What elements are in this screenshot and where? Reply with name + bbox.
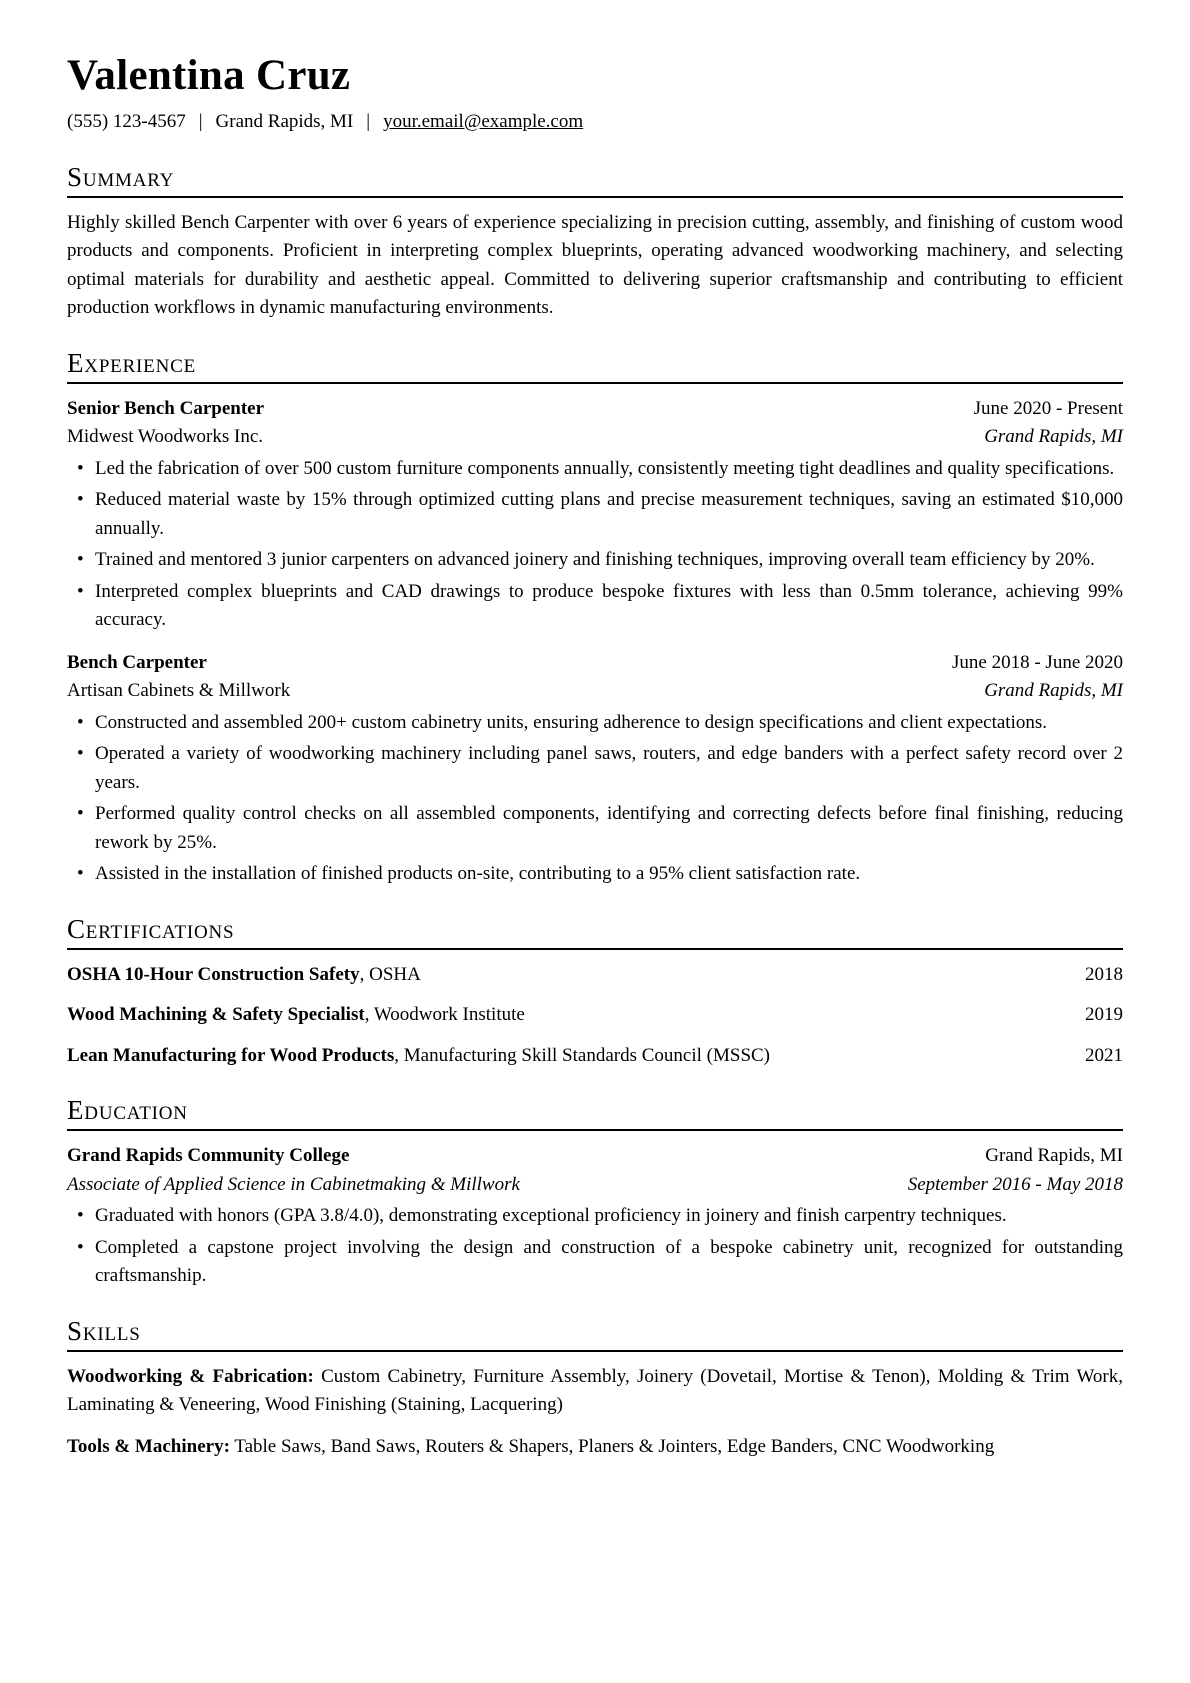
certifications-section — [67, 914, 1123, 1071]
certification-name-line — [67, 1042, 770, 1071]
bullet-text: Completed a capstone project involving the design and construction of a bespoke cabinetry unit, recognized for outstanding craftsmanship. — [95, 1236, 1123, 1287]
job-dates: June 2020 - Present — [973, 397, 1123, 419]
certification-year: 2019 — [1085, 1004, 1123, 1026]
education-section — [67, 1095, 1123, 1291]
certification-name: Lean Manufacturing for Wood Products — [67, 1044, 395, 1066]
school-name-row — [67, 1142, 1123, 1171]
certification-issuer: , Manufacturing Skill Standards Council (MSSC) — [394, 1044, 771, 1066]
certification-year: 2021 — [1085, 1044, 1123, 1066]
bullet-text: Graduated with honors (GPA 3.8/4.0), demonstrating exceptional proficiency in joinery and finish carpentry techniques. — [95, 1205, 1007, 1227]
section-title-education: Education — [67, 1095, 1123, 1131]
bullet-icon: • — [77, 457, 84, 479]
bullet-icon: • — [77, 549, 84, 571]
summary-section — [67, 162, 1123, 323]
section-title-experience: Experience — [67, 348, 1123, 384]
certification-issuer: , OSHA — [359, 963, 421, 985]
list-item — [67, 860, 1123, 889]
bullet-icon: • — [77, 580, 84, 602]
section-title-skills: Skills — [67, 1316, 1123, 1352]
skill-group-label: Tools & Machinery: — [67, 1435, 230, 1457]
skill-group-text: Custom Cabinetry, Furniture Assembly, Joinery (Dovetail, Mortise & Tenon), Molding & Trim Work, Laminating & Veneering, Wood Finishing (Staining, Lacquering) — [67, 1365, 1123, 1416]
certification-name-line — [67, 1001, 525, 1030]
list-item — [67, 740, 1123, 797]
list-item — [67, 578, 1123, 635]
bullet-text: Constructed and assembled 200+ custom cabinetry units, ensuring adherence to design specifications and client expectations. — [95, 711, 1048, 733]
separator-bar: | — [366, 111, 371, 133]
school-dates: September 2016 - May 2018 — [907, 1173, 1123, 1195]
list-item — [67, 1234, 1123, 1291]
bullet-icon: • — [77, 743, 84, 765]
job-title-row — [67, 395, 1123, 424]
bullet-icon: • — [77, 863, 84, 885]
job-location: Grand Rapids, MI — [984, 680, 1123, 702]
section-title-summary: Summary — [67, 162, 1123, 198]
certification-row — [67, 1001, 1123, 1030]
separator-bar: | — [198, 111, 203, 133]
bullet-text: Assisted in the installation of finished products on-site, contributing to a 95% client satisfaction rate. — [95, 863, 861, 885]
job-bullet-list — [67, 455, 1123, 635]
school-location: Grand Rapids, MI — [985, 1145, 1123, 1167]
job-title: Senior Bench Carpenter — [67, 397, 265, 419]
location-text: Grand Rapids, MI — [215, 111, 354, 133]
list-item — [67, 709, 1123, 738]
email-link[interactable]: your.email@example.com — [383, 111, 584, 133]
section-title-certifications: Certifications — [67, 914, 1123, 950]
job-company-row — [67, 423, 1123, 452]
list-item — [67, 546, 1123, 575]
job-title: Bench Carpenter — [67, 651, 207, 673]
skills-section — [67, 1316, 1123, 1462]
job-entry — [67, 649, 1123, 889]
job-entry — [67, 395, 1123, 635]
resume-header — [67, 52, 1123, 137]
job-title-row — [67, 649, 1123, 678]
bullet-icon: • — [77, 1236, 84, 1258]
job-company: Artisan Cabinets & Millwork — [67, 680, 291, 702]
job-company-row — [67, 677, 1123, 706]
certification-row — [67, 1042, 1123, 1071]
certification-name-line — [67, 961, 421, 990]
certification-issuer: , Woodwork Institute — [364, 1004, 525, 1026]
education-entry — [67, 1142, 1123, 1291]
bullet-icon: • — [77, 1205, 84, 1227]
list-item — [67, 800, 1123, 857]
bullet-text: Performed quality control checks on all assembled components, identifying and correcting defects before final finishing, reducing rework by 25%. — [95, 803, 1123, 853]
bullet-text: Reduced material waste by 15% through optimized cutting plans and precise measurement techniques, saving an estimated $10,000 annually. — [95, 489, 1123, 539]
list-item — [67, 455, 1123, 484]
bullet-text: Trained and mentored 3 junior carpenters on advanced joinery and finishing techniques, improving overall team efficiency by 20%. — [95, 549, 1095, 571]
certification-name: OSHA 10-Hour Construction Safety — [67, 963, 360, 985]
education-bullet-list — [67, 1202, 1123, 1291]
skill-group — [67, 1433, 1123, 1462]
bullet-text: Led the fabrication of over 500 custom furniture components annually, consistently meeting tight deadlines and quality specifications. — [95, 457, 1115, 479]
skill-group-text: Table Saws, Band Saws, Routers & Shapers, Planers & Jointers, Edge Banders, CNC Woodworking — [229, 1435, 995, 1457]
phone-number: (555) 123-4567 — [67, 111, 186, 133]
experience-section — [67, 348, 1123, 889]
degree-name: Associate of Applied Science in Cabinetmaking & Millwork — [67, 1173, 520, 1195]
school-name: Grand Rapids Community College — [67, 1145, 350, 1167]
bullet-icon: • — [77, 711, 84, 733]
job-dates: June 2018 - June 2020 — [952, 651, 1123, 673]
skill-group-label: Woodworking & Fabrication: — [67, 1365, 314, 1387]
bullet-text: Interpreted complex blueprints and CAD drawings to produce bespoke fixtures with less than 0.5mm tolerance, achieving 99% accuracy. — [95, 580, 1123, 631]
list-item — [67, 1202, 1123, 1231]
job-company: Midwest Woodworks Inc. — [67, 426, 264, 448]
certification-name: Wood Machining & Safety Specialist — [67, 1004, 365, 1026]
person-name: Valentina Cruz — [67, 52, 351, 99]
bullet-text: Operated a variety of woodworking machinery including panel saws, routers, and edge banders with a perfect safety record over 2 years. — [95, 743, 1123, 793]
certification-row — [67, 961, 1123, 990]
certification-year: 2018 — [1085, 963, 1123, 985]
contact-line — [67, 108, 1123, 137]
job-location: Grand Rapids, MI — [984, 426, 1123, 448]
job-bullet-list — [67, 709, 1123, 889]
bullet-icon: • — [77, 489, 84, 511]
list-item — [67, 486, 1123, 543]
school-degree-row — [67, 1171, 1123, 1200]
bullet-icon: • — [77, 803, 84, 825]
skill-group — [67, 1363, 1123, 1420]
summary-text: Highly skilled Bench Carpenter with over 6 years of experience specializing in precision cutting, assembly, and finishing of custom wood products and components. Proficient in interpreting complex blueprints, operating advanced woodworking machinery, and selecting optimal materials for durability and aesthetic appeal. Committed to delivering superior craftsmanship and contributing to efficient production workflows in dynamic manufacturing environments. — [67, 211, 1123, 319]
